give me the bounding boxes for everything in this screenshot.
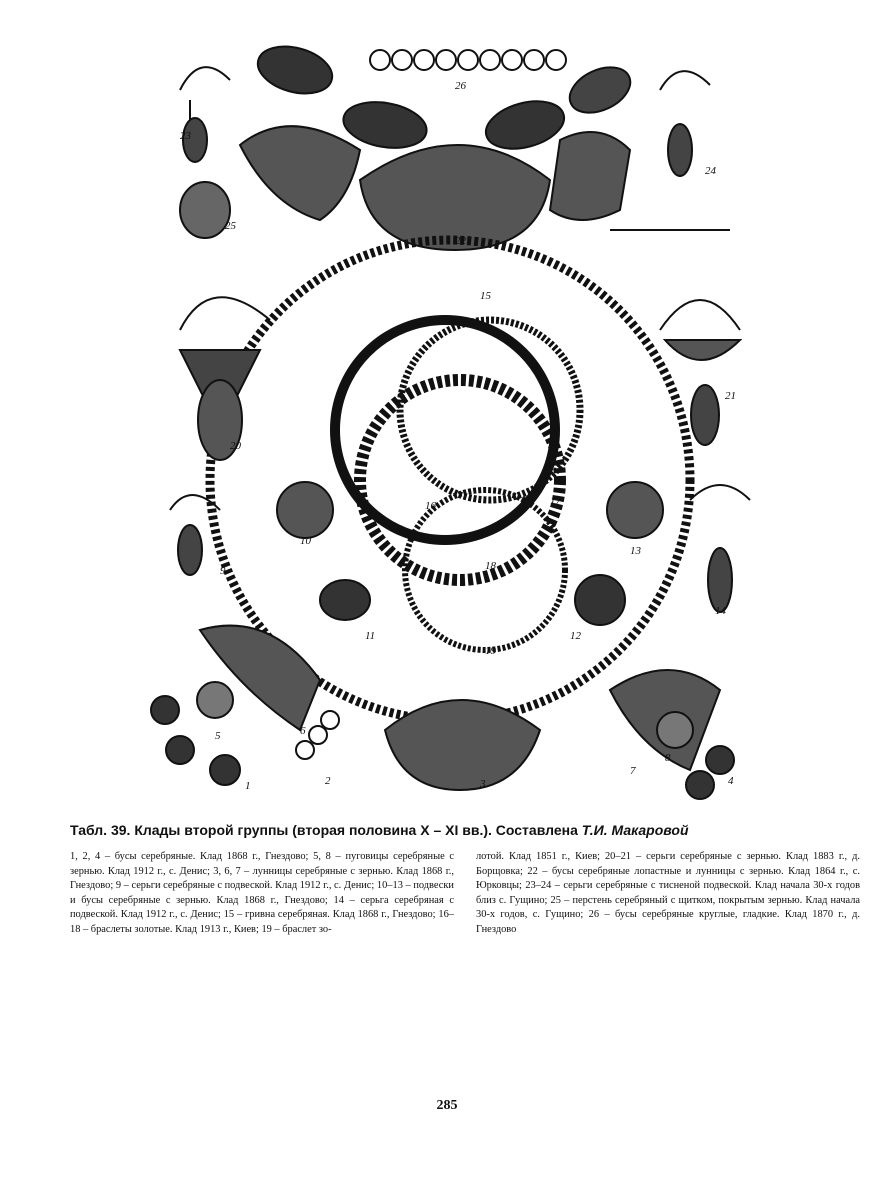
plate-number: 16: [425, 500, 436, 512]
plate-number: 12: [570, 630, 581, 642]
plate-number: 2: [325, 775, 331, 787]
legend: [70, 850, 860, 937]
plate-number: 7: [630, 765, 636, 777]
plate-number: 21: [725, 390, 736, 402]
plate-number: 22: [455, 235, 466, 247]
plate-number: 24: [705, 165, 716, 177]
plate-number: 20: [230, 440, 241, 452]
plate-number: 26: [455, 80, 466, 92]
plate-number: 19: [485, 645, 496, 657]
plate-number: 15: [480, 290, 491, 302]
caption-author: Т.И. Макаровой: [581, 822, 689, 838]
plate-number: 3: [480, 778, 486, 790]
plate-number: 14: [715, 605, 726, 617]
page-number: 285: [436, 1098, 458, 1113]
plate-number: 13: [630, 545, 641, 557]
plate-number: 5: [215, 730, 221, 742]
plate-number: 4: [728, 775, 734, 787]
legend-column-1: 1, 2, 4 – бусы серебряные. Клад 1868 г., Гнездово; 5, 8 – пуговицы серебряные с зернью. Клад 1912 г., с. Денис; 3, 6, 7 – лунницы серебряные с зернью. Клад 1868 г., Гнездово; 9 – серьги серебряные с подвеской. Клад 1912 г., с. Денис; 10–13 – подвески и бусы серебряные с зернью. Клад 1868 г., Гнездово; 14 – серьга серебряная с подвеской. Клад 1912 г., с. Денис; 15 – гривна серебряная. Клад 1868 г., Гнездово; 16–18 – браслеты золотые. Клад 1913 г., Киев; 19 – браслет зо-: [70, 851, 454, 935]
jewelry-drawing: [120, 30, 800, 810]
plate-number: 6: [300, 725, 306, 737]
plate-number: 11: [365, 630, 376, 642]
caption-text: Табл. 39. Клады второй группы (вторая половина X – XI вв.). Составлена: [70, 822, 582, 838]
plate-number: 9: [220, 565, 226, 577]
legend-column-2: лотой. Клад 1851 г., Киев; 20–21 – серьги серебряные с зернью. Клад 1883 г., д. Борщовка; 22 – бусы серебряные лопастные и лунницы с зернью. Клад 1864 г., с. Юрковцы; 23–24 – серьги серебряные с тисненой подвеской. Клад начала 30-х годов близ с. Гущино; 25 – перстень серебряный с щитком, покрытым зернью. Клад начала 30-х годов, с. Гущино; 26 – бусы серебряные круглые, гладкие. Клад 1870 г., д. Гнездово: [476, 851, 860, 935]
plate-number: 18: [485, 560, 496, 572]
plate-number: 17: [550, 495, 561, 507]
table-caption: [70, 822, 860, 838]
plate-number: 10: [300, 535, 311, 547]
jewelry-plate-illustration: [120, 30, 800, 810]
plate-number: 1: [245, 780, 251, 792]
bead-string-26: [370, 50, 566, 70]
plate-number: 25: [225, 220, 236, 232]
plate-number: 23: [180, 130, 191, 142]
plate-number: 8: [665, 752, 671, 764]
